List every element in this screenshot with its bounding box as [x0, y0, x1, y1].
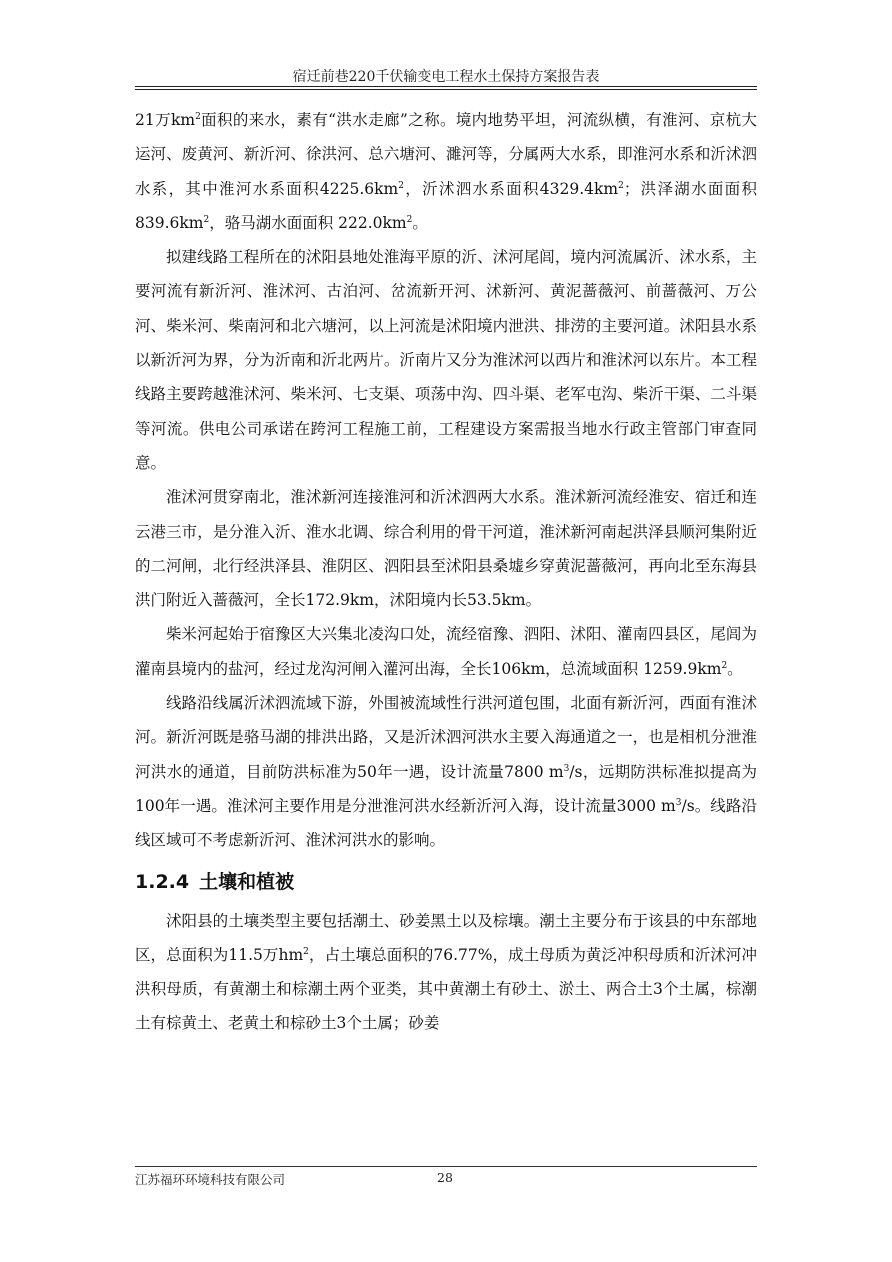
footer-rule: [135, 1166, 757, 1167]
header-rule-thin: [135, 89, 757, 90]
page-number: 28: [437, 1170, 453, 1185]
header-rule: [135, 86, 757, 87]
section-heading: [135, 860, 757, 904]
section-title: 土壤和植被: [199, 870, 295, 893]
footer-company: 江苏福环环境科技有限公司: [135, 1172, 286, 1187]
paragraph-soil: 沭阳县的土壤类型主要包括潮土、砂姜黑土以及棕壤。潮土主要分布于该县的中东部地区，总面积为11.5万$hm^2$，占土壤总面积的76.77%，成土母质为黄泛冲积母质和沂沭河冲洪积母质，有黄潮土和棕潮土两个亚类，其中黄潮土有砂土、淤土、两合土3个土属，棕潮土有棕黄土、老黄土和棕砂土3个土属；砂姜: [135, 911, 757, 1033]
section-number: 1.2.4: [135, 870, 190, 893]
paragraph-water-area: 21万$km^2$面积的来水，素有“洪水走廊”之称。境内地势平坦，河流纵横，有淮河、京杭大运河、废黄河、新沂河、徐洪河、总六塘河、濉河等，分属两大水系，即淮河水系和沂沭泗水系，其中淮河水系面积$4225.6km^2$，沂沭泗水系面积$4329.4km^2$；洪泽湖水面面积 $839.6km^2$，骆马湖水面面积 $222.0km^2$。: [135, 111, 757, 232]
page-header-title: 宿迁前巷220千伏输变电工程水土保持方案报告表: [292, 69, 600, 85]
document-body: [135, 103, 757, 1041]
paragraph-huaishu-river: 淮沭河贯穿南北，淮沭新河连接淮河和沂沭泗两大水系。淮沭新河流经淮安、宿迁和连云港三市，是分淮入沂、淮水北调、综合利用的骨干河道，淮沭新河南起洪泽县顺河集附近的二河闸，北行经洪泽县、淮阴区、泗阳县至沭阳县桑墟乡穿黄泥蔷薇河，再向北至东海县洪门附近入蔷薇河，全长172.9km，沭阳境内长53.5km。: [135, 488, 757, 610]
paragraph-river-system: 拟建线路工程所在的沭阳县地处淮海平原的沂、沭河尾闾，境内河流属沂、沭水系，主要河流有新沂河、淮沭河、古泊河、岔流新开河、沭新河、黄泥蔷薇河、前蔷薇河、万公河、柴米河、柴南河和北六塘河，以上河流是沭阳境内泄洪、排涝的主要河道。沭阳县水系以新沂河为界，分为沂南和沂北两片。沂南片又分为淮沭河以西片和淮沭河以东片。本工程线路主要跨越淮沭河、柴米河、七支渠、项荡中沟、四斗渠、老军屯沟、柴沂干渠、二斗渠等河流。供电公司承诺在跨河工程施工前，工程建设方案需报当地水行政主管部门审查同意。: [135, 248, 757, 472]
paragraph-flood-control: 线路沿线属沂沭泗流域下游，外围被流域性行洪河道包围，北面有新沂河，西面有淮沭河。新沂河既是骆马湖的排洪出路，又是沂沭泗河洪水主要入海通道之一，也是相机分泄淮河洪水的通道，目前防洪标准为50年一遇，设计流量7800 $m^3/s$，远期防洪标准拟提高为100年一遇。淮沭河主要作用是分泄淮河洪水经新沂河入海，设计流量3000 $m^3/s$。线路沿线区域可不考虑新沂河、淮沭河洪水的影响。: [135, 694, 757, 850]
paragraph-chaimi-river: 柴米河起始于宿豫区大兴集北凌沟口处，流经宿豫、泗阳、沭阳、灌南四县区，尾闾为灌南县境内的盐河，经过龙沟河闸入灌河出海，全长106km，总流域面积 $1259.9km^2$。: [135, 625, 757, 678]
